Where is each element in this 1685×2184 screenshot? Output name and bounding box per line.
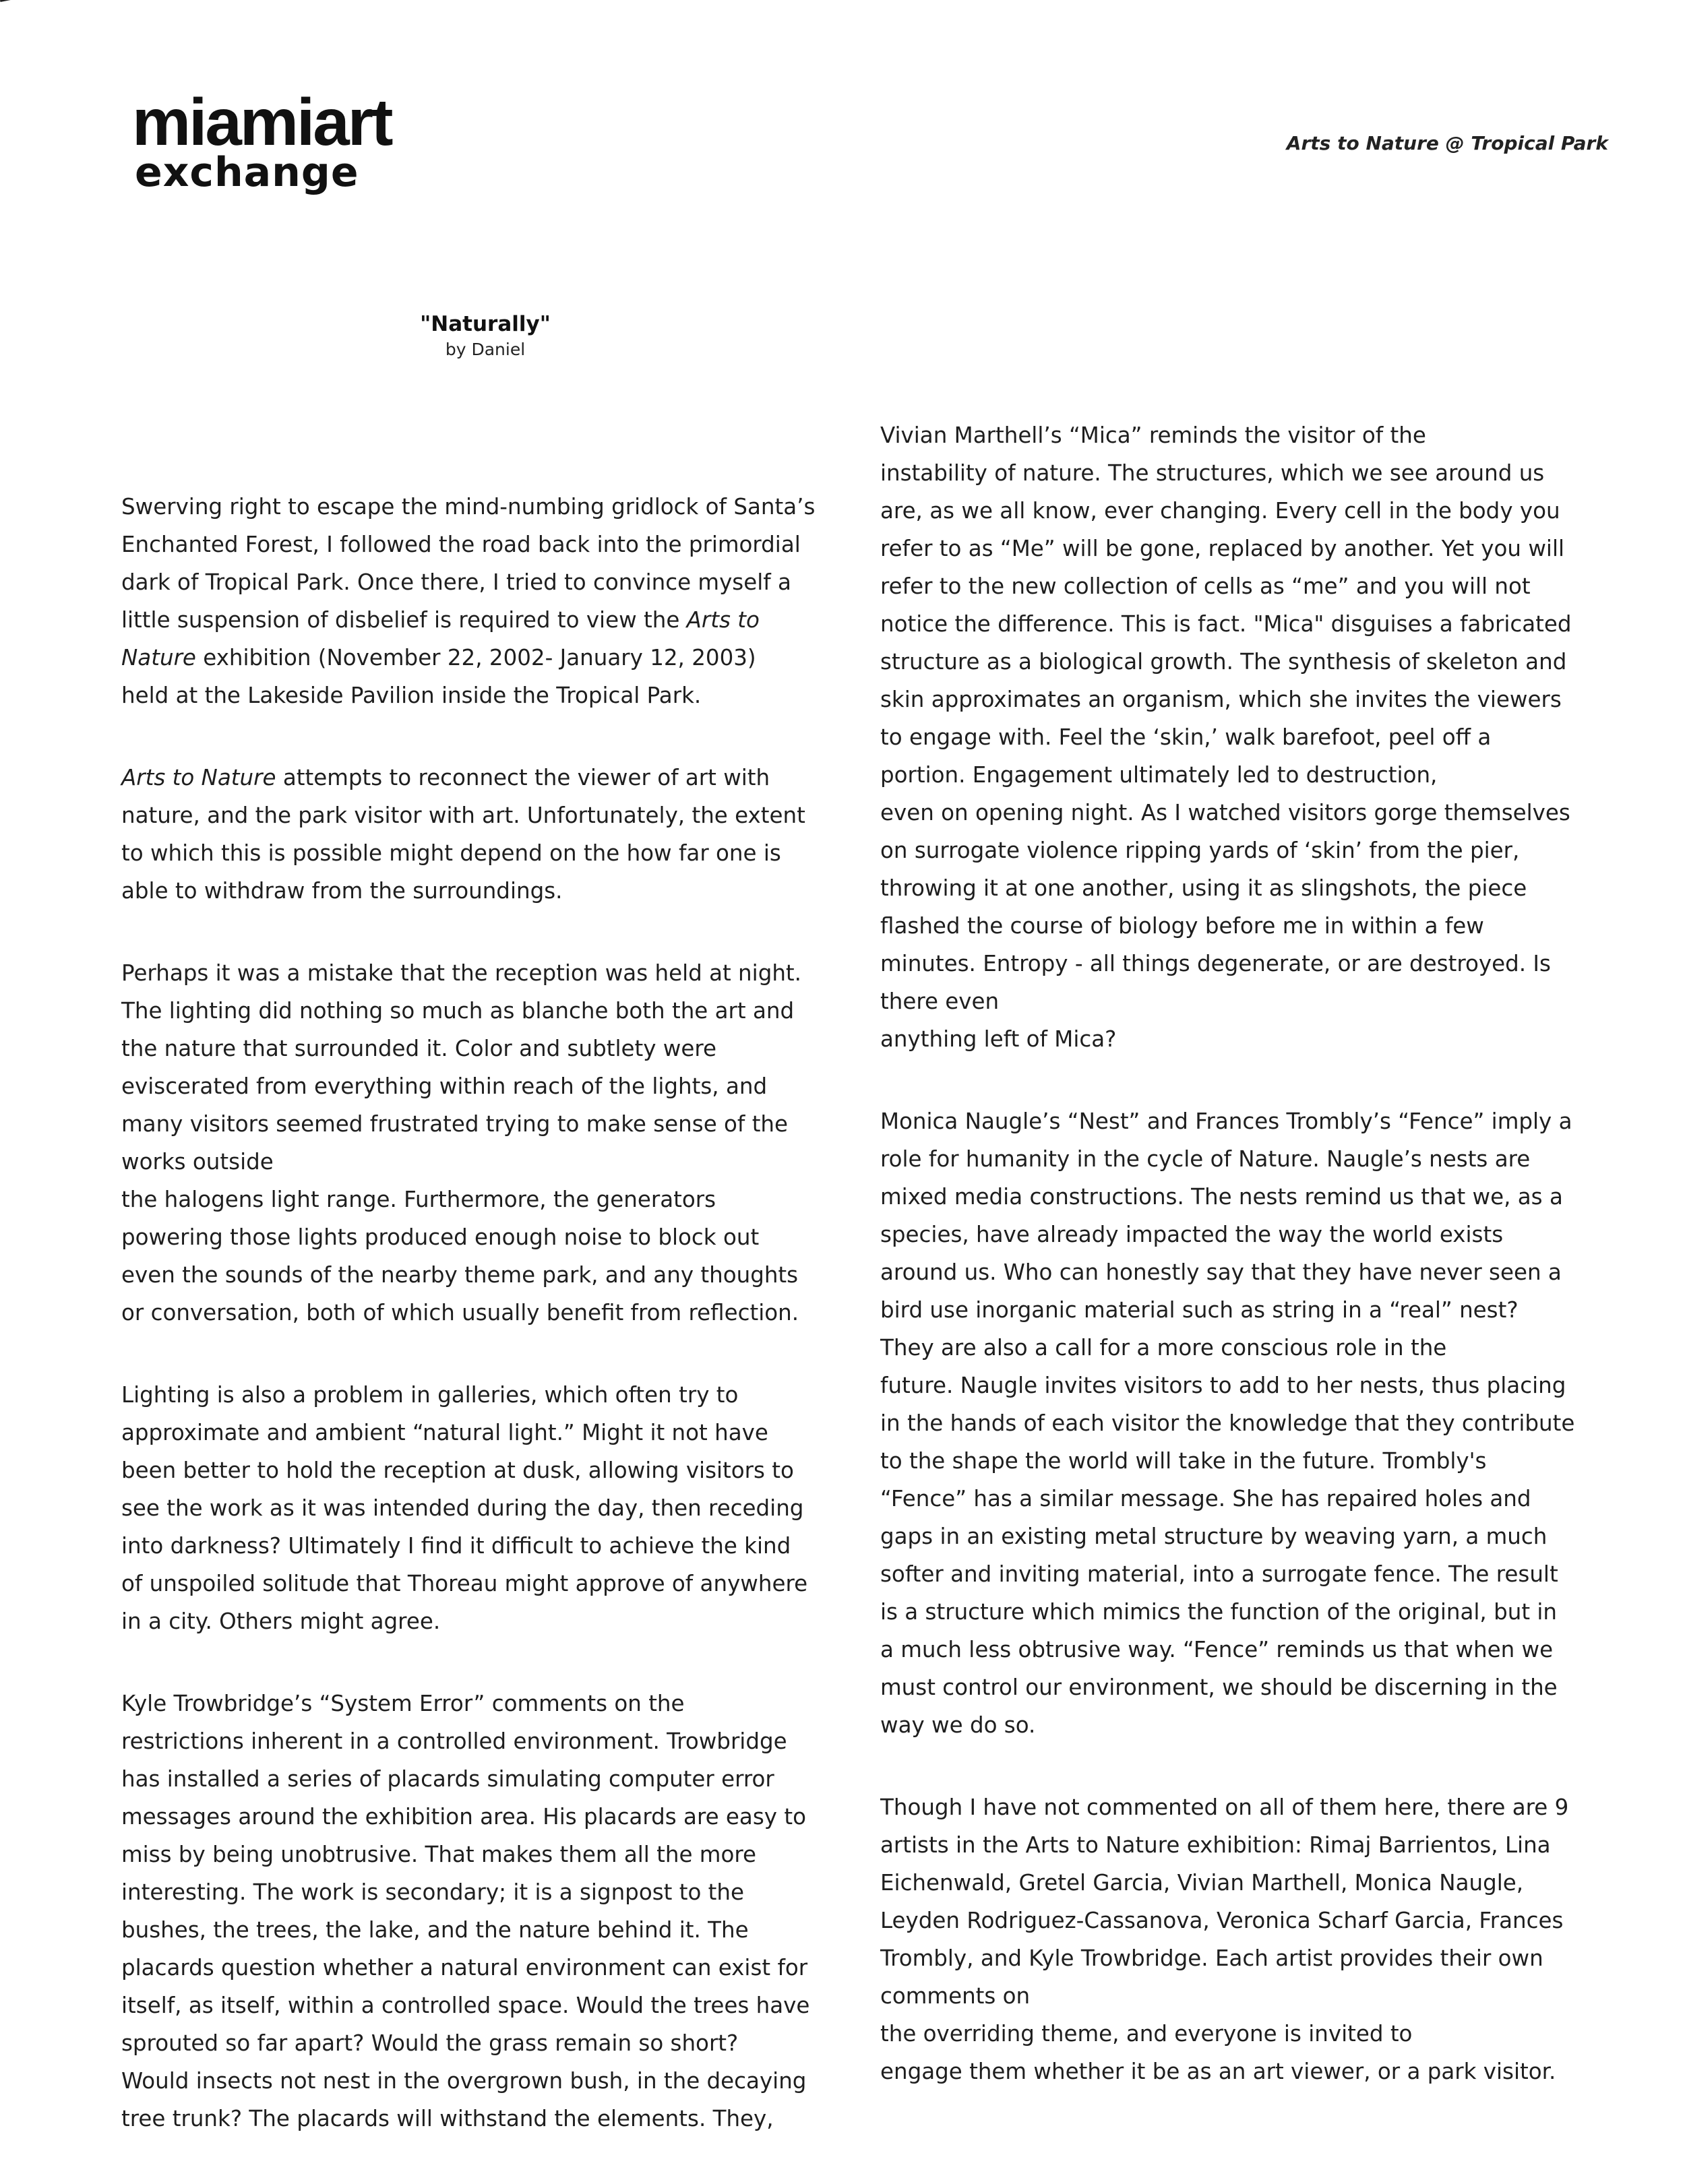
text-line: of unspoiled solitude that Thoreau might approve of anywhere (121, 1571, 808, 1596)
text-line: Eichenwald, Gretel Garcia, Vivian Marthell, Monica Naugle, (880, 1870, 1524, 1896)
text-line: or conversation, both of which usually benefit from reflection. (121, 1300, 799, 1325)
text-line: has installed a series of placards simulating computer error (121, 1766, 774, 1792)
text-line: messages around the exhibition area. His placards are easy to (121, 1804, 806, 1830)
text-line: Enchanted Forest, I followed the road back into the primordial (121, 532, 801, 557)
article-title: "Naturally" (420, 312, 551, 336)
paragraph (121, 488, 863, 714)
text-line: comments on (880, 1983, 1031, 2009)
text-line: a much less obtrusive way. “Fence” reminds us that when we (880, 1637, 1554, 1662)
text-line: miss by being unobtrusive. That makes them all the more (121, 1842, 756, 1867)
text-line: species, have already impacted the way the world exists (880, 1222, 1504, 1247)
text-line: notice the difference. This is fact. "Mica" disguises a fabricated (880, 611, 1572, 637)
paragraph (121, 759, 863, 910)
text-line: artists in the Arts to Nature exhibition: Rimaj Barrientos, Lina (880, 1832, 1551, 1858)
text-line: refer to as “Me” will be gone, replaced by another. Yet you will (880, 536, 1565, 561)
logo-wordmark-line2: exchange (135, 149, 359, 196)
text-line: instability of nature. The structures, which we see around us (880, 460, 1545, 486)
text-line: throwing it at one another, using it as slingshots, the piece (880, 875, 1527, 901)
text-line: to the shape the world will take in the future. Trombly's (880, 1448, 1487, 1474)
article-heading (377, 311, 593, 361)
text-line: bird use inorganic material such as string in a “real” nest? (880, 1297, 1519, 1323)
paragraph (121, 954, 863, 1332)
text-line: must control our environment, we should be discerning in the (880, 1675, 1558, 1700)
text-line: works outside (121, 1149, 274, 1175)
text-line: able to withdraw from the surroundings. (121, 878, 563, 904)
text-line: Would insects not nest in the overgrown bush, in the decaying (121, 2068, 807, 2094)
text-line: Leyden Rodriguez-Cassanova, Veronica Scharf Garcia, Frances (880, 1908, 1564, 1933)
text-line: structure as a biological growth. The synthesis of skeleton and (880, 649, 1567, 675)
text-line: placards question whether a natural environment can exist for (121, 1955, 808, 1980)
text-line: “Fence” has a similar message. She has repaired holes and (880, 1486, 1531, 1511)
text-line: flashed the course of biology before me in within a few (880, 913, 1484, 939)
text-line: many visitors seemed frustrated trying to make sense of the (121, 1111, 789, 1137)
text-line: itself, as itself, within a controlled space. Would the trees have (121, 1993, 810, 2018)
text-line: see the work as it was intended during the day, then receding (121, 1495, 804, 1521)
text-line: held at the Lakeside Pavilion inside the Tropical Park. (121, 683, 702, 708)
text-line: anything left of Mica? (880, 1026, 1117, 1052)
text-line: softer and inviting material, into a surrogate fence. The result (880, 1561, 1558, 1587)
text-line: Arts to Nature attempts to reconnect the viewer of art with (121, 765, 770, 790)
text-line: sprouted so far apart? Would the grass remain so short? (121, 2030, 739, 2056)
article-byline: by Daniel (445, 339, 526, 359)
text-line: are, as we all know, ever changing. Every cell in the body you (880, 498, 1560, 524)
right-column (880, 416, 1622, 2135)
text-line: tree trunk? The placards will withstand the elements. They, (121, 2106, 774, 2131)
text-line: role for humanity in the cycle of Nature. Naugle’s nests are (880, 1146, 1531, 1172)
text-line: around us. Who can honestly say that they have never seen a (880, 1259, 1562, 1285)
text-line: to engage with. Feel the ‘skin,’ walk barefoot, peel off a (880, 724, 1492, 750)
paragraph (880, 416, 1622, 1058)
text-line: Swerving right to escape the mind-numbing gridlock of Santa’s (121, 494, 816, 520)
text-line: bushes, the trees, the lake, and the nature behind it. The (121, 1917, 749, 1943)
text-line: mixed media constructions. The nests remind us that we, as a (880, 1184, 1563, 1210)
text-line: gaps in an existing metal structure by weaving yarn, a much (880, 1524, 1548, 1549)
text-line: the nature that surrounded it. Color and subtlety were (121, 1036, 717, 1061)
text-line: They are also a call for a more conscious role in the (880, 1335, 1447, 1361)
paragraph (121, 1685, 863, 2138)
text-line: Trombly, and Kyle Trowbridge. Each artist provides their own (880, 1945, 1543, 1971)
text-line: The lighting did nothing so much as blanche both the art and (121, 998, 795, 1024)
text-line: the overriding theme, and everyone is invited to (880, 2021, 1413, 2047)
text-line: dark of Tropical Park. Once there, I tried to convince myself a (121, 569, 791, 595)
text-line: skin approximates an organism, which she invites the viewers (880, 687, 1562, 712)
text-line: in a city. Others might agree. (121, 1609, 441, 1634)
text-line: Kyle Trowbridge’s “System Error” comments on the (121, 1691, 685, 1716)
text-line: way we do so. (880, 1712, 1036, 1738)
logo-wordmark-line1: miamiart (132, 85, 392, 159)
left-column (121, 488, 863, 2182)
italic-title: Nature (121, 645, 196, 670)
text-line: been better to hold the reception at dusk, allowing visitors to (121, 1458, 794, 1483)
corner-scan-mark (0, 0, 51, 2)
text-line: portion. Engagement ultimately led to destruction, (880, 762, 1438, 788)
text-line: there even (880, 989, 1000, 1014)
paragraph (880, 1788, 1622, 2090)
text-line: future. Naugle invites visitors to add to her nests, thus placing (880, 1373, 1566, 1398)
text-line: into darkness? Ultimately I find it difficult to achieve the kind (121, 1533, 791, 1559)
italic-title: Arts to (686, 607, 760, 633)
text-line: engage them whether it be as an art viewer, or a park visitor. (880, 2059, 1556, 2084)
text-line: powering those lights produced enough noise to block out (121, 1224, 760, 1250)
text-line: little suspension of disbelief is required to view the Arts to (121, 607, 760, 633)
text-line: even on opening night. As I watched visitors gorge themselves (880, 800, 1570, 825)
text-line: Vivian Marthell’s “Mica” reminds the visitor of the (880, 423, 1426, 448)
text-line: approximate and ambient “natural light.” Might it not have (121, 1420, 768, 1445)
text-line: Though I have not commented on all of them here, there are 9 (880, 1795, 1569, 1820)
publication-logo (132, 85, 392, 196)
text-line: even the sounds of the nearby theme park, and any thoughts (121, 1262, 799, 1288)
section-tag: Arts to Nature @ Tropical Park (1286, 132, 1608, 154)
text-line: Monica Naugle’s “Nest” and Frances Trombly’s “Fence” imply a (880, 1109, 1572, 1134)
text-line: nature, and the park visitor with art. Unfortunately, the extent (121, 803, 805, 828)
text-line: eviscerated from everything within reach of the lights, and (121, 1073, 768, 1099)
text-line: on surrogate violence ripping yards of ‘skin’ from the pier, (880, 838, 1520, 863)
text-line: minutes. Entropy - all things degenerate, or are destroyed. Is (880, 951, 1551, 976)
paragraph (121, 1376, 863, 1640)
text-line: is a structure which mimics the function of the original, but in (880, 1599, 1558, 1625)
text-line: in the hands of each visitor the knowledge that they contribute (880, 1410, 1575, 1436)
text-line: Nature exhibition (November 22, 2002- January 12, 2003) (121, 645, 756, 670)
text-line: the halogens light range. Furthermore, the generators (121, 1187, 716, 1212)
paragraph (880, 1102, 1622, 1744)
text-line: to which this is possible might depend on the how far one is (121, 840, 781, 866)
text-line: Lighting is also a problem in galleries, which often try to (121, 1382, 739, 1408)
text-line: interesting. The work is secondary; it is a signpost to the (121, 1879, 744, 1905)
text-line: restrictions inherent in a controlled environment. Trowbridge (121, 1728, 787, 1754)
text-line: Perhaps it was a mistake that the reception was held at night. (121, 960, 801, 986)
text-line: refer to the new collection of cells as “me” and you will not (880, 573, 1531, 599)
italic-title: Arts to Nature (121, 765, 276, 790)
